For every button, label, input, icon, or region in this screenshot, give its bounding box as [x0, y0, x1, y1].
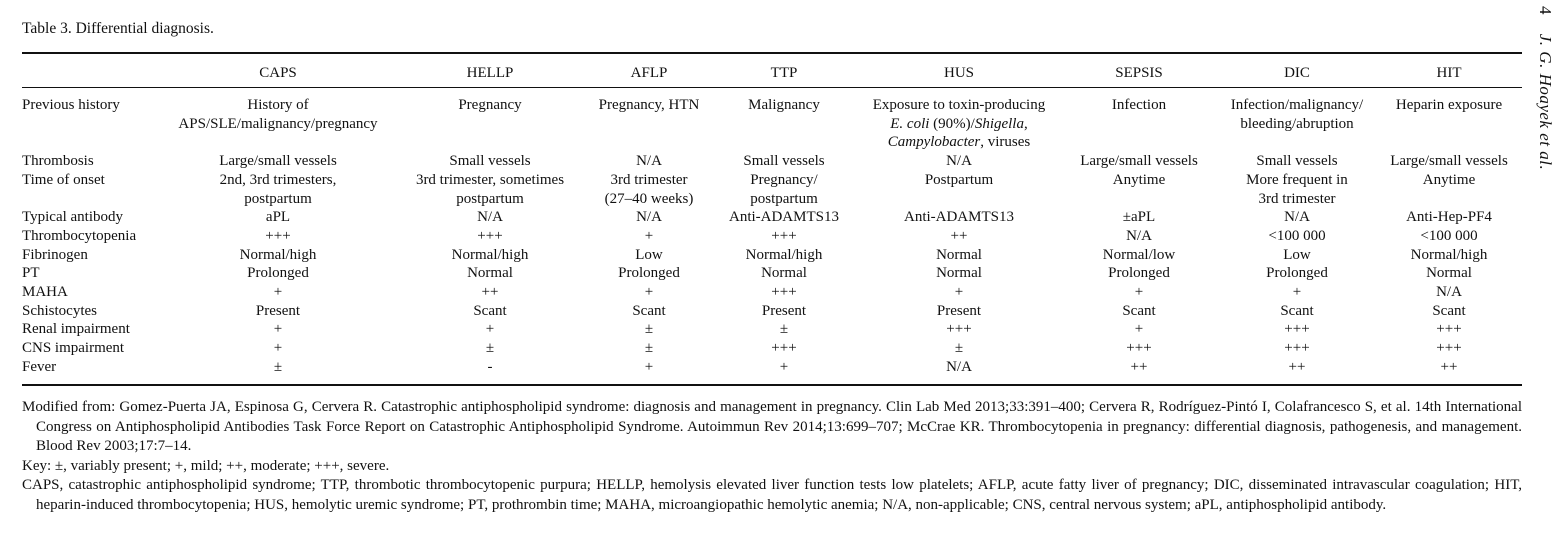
table-cell: Normal: [936, 246, 982, 263]
running-head-author: J. G. Hoayek et al.: [1536, 33, 1555, 171]
table-cell: ±: [273, 358, 283, 375]
organism-name: Campylobacter: [887, 134, 981, 151]
table-cell: Scant: [632, 302, 666, 319]
table-cell: +: [644, 358, 654, 375]
table-cell: -: [487, 358, 493, 375]
table-row: [22, 227, 1522, 246]
column-header: HUS: [943, 65, 974, 81]
table-cell: N/A: [636, 209, 662, 226]
table-cell: Prolonged: [618, 265, 680, 282]
table-cell: +: [644, 284, 654, 301]
table-cell: Anytime: [1422, 171, 1476, 188]
table-top-rule: [22, 52, 1522, 54]
table-spacer-cell: [22, 87, 1522, 96]
table-cell: ++: [1288, 358, 1306, 375]
table-footnotes: [22, 398, 1522, 515]
table-caption: Table 3. Differential diagnosis.: [22, 20, 214, 37]
table-cell: Normal: [467, 265, 513, 282]
column-header: TTP: [770, 65, 798, 81]
table-cell: N/A: [946, 358, 972, 375]
table-cell: 3rd trimester, sometimes postpartum: [415, 171, 565, 207]
table-cell: Scant: [1432, 302, 1466, 319]
table-cell: <100 000: [1420, 227, 1478, 244]
table-cell: N/A: [477, 209, 503, 226]
table-cell: +: [273, 284, 283, 301]
table-cell: Normal/low: [1102, 246, 1176, 263]
table-row: [22, 208, 1522, 227]
table-cell: Anti-ADAMTS13: [903, 209, 1014, 226]
table-cell: Scant: [1280, 302, 1314, 319]
table-cell: 2nd, 3rd trimesters, postpartum: [219, 171, 337, 207]
table-cell: +: [954, 284, 964, 301]
table-spacer-row: [22, 87, 1522, 96]
table-cell: +++: [771, 340, 797, 357]
table-row: [22, 339, 1522, 358]
table-cell: 3rd trimester (27–40 weeks): [604, 171, 694, 207]
row-label: Typical antibody: [22, 209, 124, 226]
key-note: Key: ±, variably present; +, mild; ++, moderate; +++, severe.: [22, 457, 390, 474]
table-cell: Present: [936, 302, 982, 319]
table-cell: +++: [771, 227, 797, 244]
table-cell: Present: [761, 302, 807, 319]
table-cell: Pregnancy: [458, 97, 522, 113]
table-cell: ±: [779, 321, 789, 338]
table-cell: +: [273, 321, 283, 338]
table-cell: +: [1134, 321, 1144, 338]
organism-name: Shigella: [974, 115, 1024, 132]
table-cell: Small vessels: [449, 153, 531, 170]
row-label: Schistocytes: [22, 302, 97, 319]
table-cell: Large/small vessels: [1390, 153, 1508, 170]
table-cell: +++: [477, 227, 503, 244]
table-cell: ±aPL: [1122, 209, 1156, 226]
table-cell: Postpartum: [924, 171, 994, 188]
row-label: Renal impairment: [22, 321, 130, 338]
table-row: [22, 171, 1522, 208]
row-label: MAHA: [22, 284, 68, 301]
page-number: 4: [1536, 6, 1555, 15]
table-cell: ±: [954, 340, 964, 357]
table-row: [22, 320, 1522, 339]
table-row: [22, 264, 1522, 283]
table-cell: +++: [1284, 321, 1310, 338]
table-cell: Prolonged: [1108, 265, 1170, 282]
table-cell: Small vessels: [1256, 153, 1338, 170]
table-cell: Large/small vessels: [219, 153, 337, 170]
table-cell: +: [644, 227, 654, 244]
table-cell: ±: [485, 340, 495, 357]
table-cell: +++: [265, 227, 291, 244]
table-cell: +: [779, 358, 789, 375]
table-cell: Prolonged: [1266, 265, 1328, 282]
table-cell: N/A: [946, 153, 972, 170]
table-row: [22, 152, 1522, 171]
row-label: CNS impairment: [22, 340, 125, 357]
table-cell: Infection/malignancy/ bleeding/abruption: [1230, 97, 1364, 132]
table-cell: Anti-Hep-PF4: [1406, 209, 1492, 226]
table-cell: +++: [1284, 340, 1310, 357]
table-cell: Pregnancy/ postpartum: [750, 171, 818, 207]
table-cell: Normal/high: [239, 246, 317, 263]
row-label: Fever: [22, 358, 57, 375]
table-row: [22, 358, 1522, 377]
abbreviations-note: CAPS, catastrophic antiphospholipid syndrome; TTP, thrombotic thrombocytopenic purpura; HELLP, hemolysis elevated liver function tests low platelets; AFLP, acute fatty liver of pregnancy; DIC, disseminated intravascular coagulation; HIT, heparin-induced thrombocytopenia; HUS, hemolytic uremic syndrome; PT, prothrombin time; MAHA, microangiopathic hemolytic anemia; N/A, non-applicable; CNS, central nervous system; aPL, antiphospholipid antibody.: [22, 477, 1522, 513]
column-header: HELLP: [466, 65, 514, 81]
table-cell: Large/small vessels: [1080, 153, 1198, 170]
table-cell: Low: [1283, 246, 1311, 263]
row-label: Thrombosis: [22, 153, 94, 170]
table-cell: Pregnancy, HTN: [598, 97, 700, 113]
table-cell: Heparin exposure: [1395, 97, 1503, 113]
table-cell: Normal/high: [745, 246, 823, 263]
table-cell: +++: [946, 321, 972, 338]
table-header-row: [22, 64, 1522, 87]
table-cell: N/A: [636, 153, 662, 170]
row-label: Time of onset: [22, 171, 105, 188]
column-header: CAPS: [259, 65, 297, 81]
table-cell: Scant: [473, 302, 507, 319]
table-cell: aPL: [265, 209, 291, 226]
differential-diagnosis-table: [22, 64, 1522, 377]
table-cell: Malignancy: [748, 97, 820, 113]
column-header: SEPSIS: [1115, 65, 1163, 81]
table-cell: +: [485, 321, 495, 338]
table-cell: Normal: [1426, 265, 1472, 282]
table-cell: Normal/high: [451, 246, 529, 263]
table-row: [22, 96, 1522, 152]
row-label: Thrombocytopenia: [22, 227, 137, 244]
table-cell: ±: [644, 321, 654, 338]
table-cell: ++: [950, 227, 968, 244]
source-note: Modified from: Gomez-Puerta JA, Espinosa G, Cervera R. Catastrophic antiphospholipid syndrome: diagnosis and management in pregnancy. Clin Lab Med 2013;33:391–400; Cervera R, Rodríguez-Pintó I, Colafrancesco S, et al. 14th International Congress on Antiphospholipid Antibodies Task Force Report on Catastrophic Antiphospholipid Syndrome. Autoimmun Rev 2014;13:699–707; McCrae KR. Thrombocytopenia in pregnancy: differential diagnosis, pathogenesis, and management. Blood Rev 2003;17:7–14.: [22, 399, 1522, 454]
table-cell: Normal/high: [1410, 246, 1488, 263]
table-cell: ±: [644, 340, 654, 357]
table-cell: N/A: [1126, 227, 1152, 244]
row-label: PT: [22, 265, 40, 282]
table-cell: ++: [1440, 358, 1458, 375]
running-head: [1533, 6, 1555, 226]
column-header: HIT: [1436, 65, 1462, 81]
table-row: [22, 246, 1522, 265]
table-cell: <100 000: [1268, 227, 1326, 244]
table-cell: +: [1292, 284, 1302, 301]
table-cell: Infection: [1111, 97, 1167, 113]
header-corner-cell: [22, 64, 164, 87]
table-row: [22, 283, 1522, 302]
table-cell: +++: [1126, 340, 1152, 357]
table-cell: Small vessels: [743, 153, 825, 170]
table-cell: Normal: [761, 265, 807, 282]
table-cell: +++: [771, 284, 797, 301]
table-cell: Normal: [936, 265, 982, 282]
table-cell: +++: [1436, 321, 1462, 338]
table-cell: Anytime: [1112, 171, 1166, 188]
table-cell: ++: [481, 284, 499, 301]
table-cell: N/A: [1436, 284, 1462, 301]
table-cell: Anti-ADAMTS13: [728, 209, 839, 226]
organism-name: E. coli: [890, 115, 930, 132]
table-cell: History of APS/SLE/malignancy/pregnancy: [178, 97, 378, 132]
table-row: [22, 302, 1522, 321]
table-cell: ++: [1130, 358, 1148, 375]
column-header: AFLP: [630, 65, 668, 81]
table-cell: N/A: [1284, 209, 1310, 226]
table-cell: Prolonged: [247, 265, 309, 282]
row-label: Previous history: [22, 97, 120, 113]
table-cell: Low: [635, 246, 663, 263]
column-header: DIC: [1284, 65, 1310, 81]
row-label: Fibrinogen: [22, 246, 88, 263]
table-cell: +: [273, 340, 283, 357]
table-cell: Exposure to toxin-producing E. coli (90%)/Shigella, Campylobacter, viruses: [872, 97, 1046, 151]
table-cell: Scant: [1122, 302, 1156, 319]
table-bottom-rule: [22, 384, 1522, 386]
table-cell: +++: [1436, 340, 1462, 357]
table-cell: +: [1134, 284, 1144, 301]
table-body: [22, 87, 1522, 377]
table-cell: More frequent in 3rd trimester: [1246, 171, 1348, 207]
table-cell: Present: [255, 302, 301, 319]
